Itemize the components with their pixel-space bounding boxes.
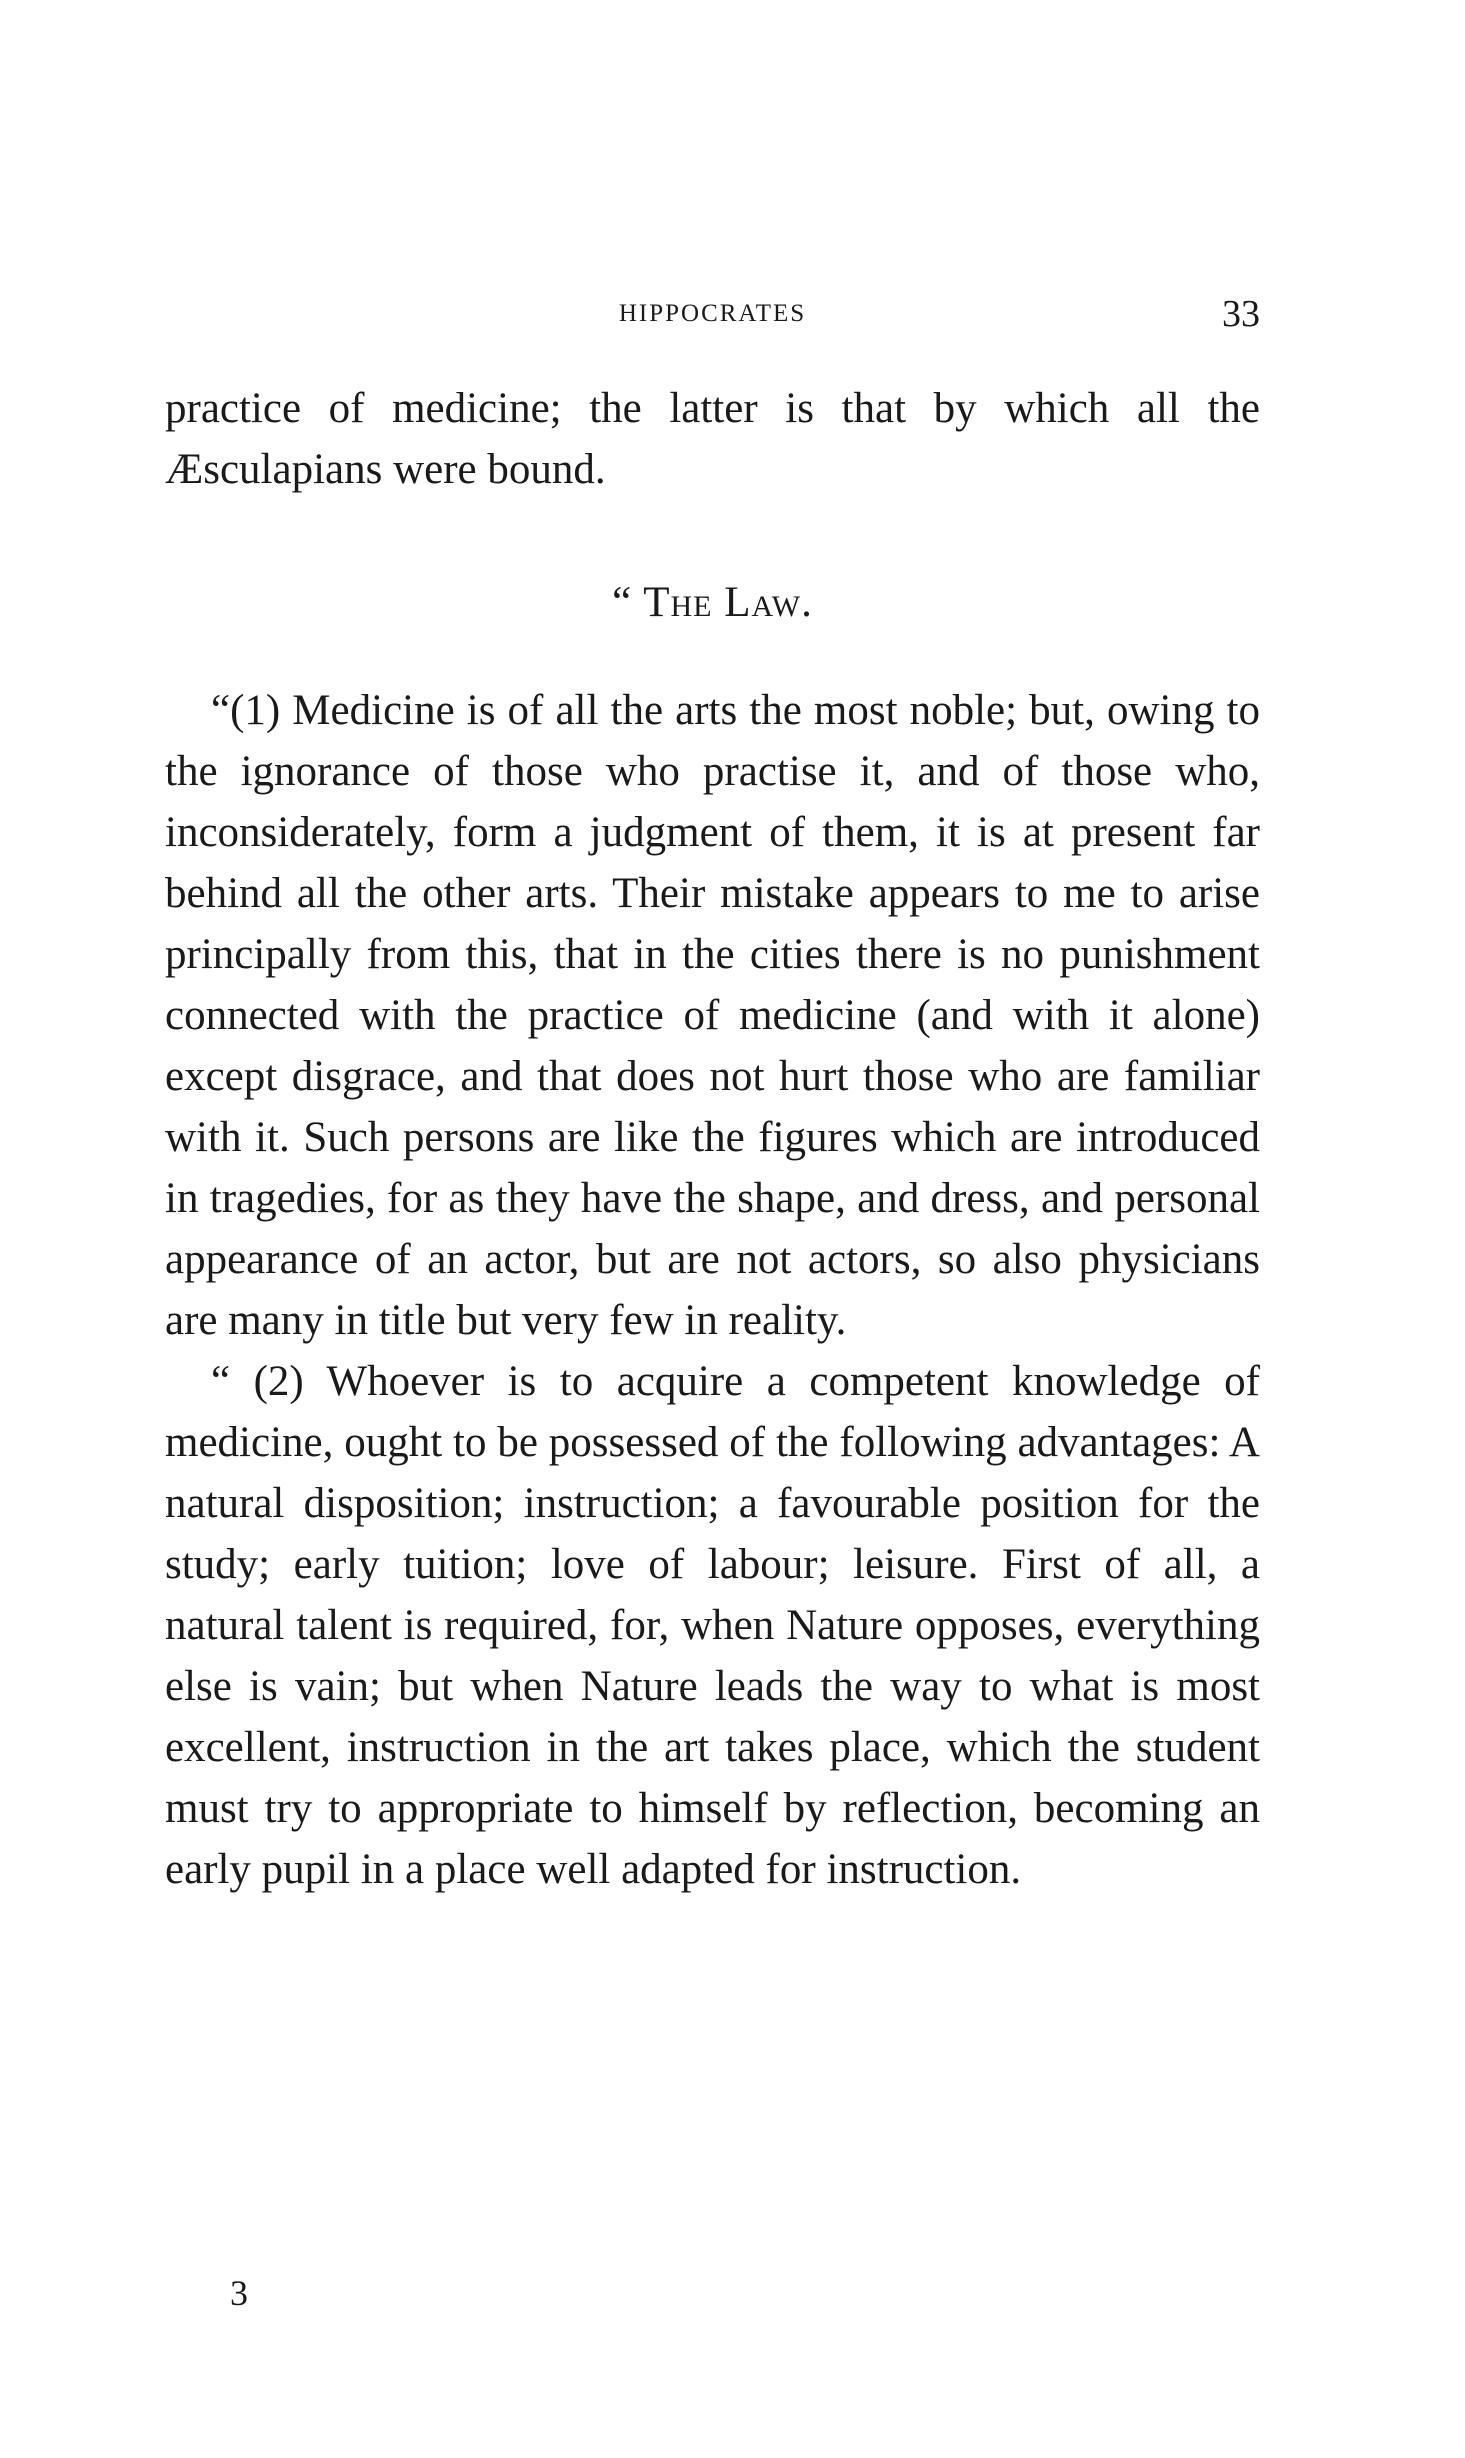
page-number: 33 [1222, 293, 1260, 335]
running-title: HIPPOCRATES [618, 300, 807, 327]
running-head [165, 292, 1260, 335]
signature-mark: 3 [230, 2273, 248, 2313]
law-paragraph-2: “ (2) Whoever is to acquire a competent knowledge of medicine, ought to be possessed of the following advantages: A natural disposition; instruction; a favourable position for the study; early tuition; love of labour; leisure. First of all, a natural talent is required, for, when Nature opposes, everything else is vain; but when Nature leads the way to what is most excellent, instruction in the art takes place, which the student must try to appropriate to himself by reflection, becoming an early pupil in a place well adapted for instruction. [165, 1358, 1260, 1893]
section-heading: “ The Law. [612, 579, 813, 626]
law-body [165, 680, 1260, 1900]
intro-paragraph-block [165, 378, 1260, 500]
intro-paragraph: practice of medicine; the latter is that by which all the Æsculapians were bound. [165, 385, 1260, 493]
law-paragraph-1: “(1) Medicine is of all the arts the most noble; but, owing to the ignorance of those who practise it, and of those who, inconsiderately, form a judgment of them, it is at present far behind all the other arts. Their mistake appears to me to arise principally from this, that in the cities there is no punishment connected with the practice of medicine (and with it alone) except disgrace, and that does not hurt those who are familiar with it. Such persons are like the figures which are introduced in tragedies, for as they have the shape, and dress, and personal appearance of an actor, but are not actors, so also physicians are many in title but very few in reality. [165, 687, 1260, 1344]
